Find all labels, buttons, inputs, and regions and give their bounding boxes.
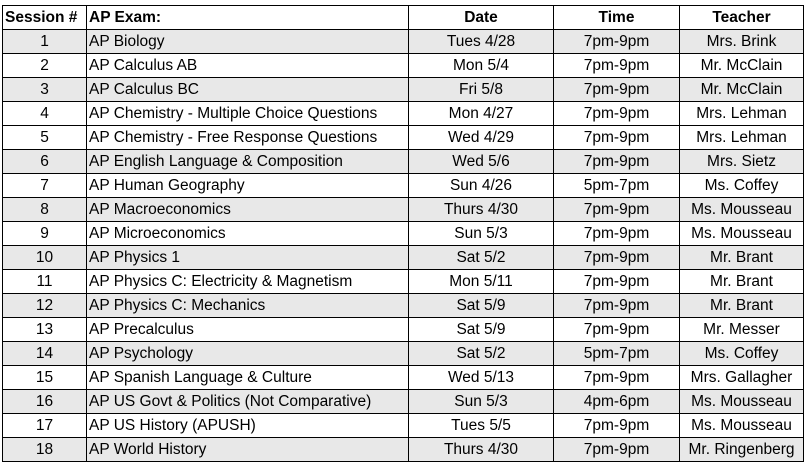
cell-teacher: Mrs. Lehman (680, 102, 804, 126)
cell-date: Fri 5/8 (409, 78, 554, 102)
cell-date: Thurs 4/30 (409, 198, 554, 222)
cell-teacher: Mrs. Gallagher (680, 366, 804, 390)
cell-teacher: Mrs. Sietz (680, 150, 804, 174)
cell-session: 16 (3, 390, 87, 414)
cell-date: Sat 5/9 (409, 318, 554, 342)
header-exam: AP Exam: (87, 6, 409, 30)
header-date: Date (409, 6, 554, 30)
cell-teacher: Mr. Brant (680, 294, 804, 318)
cell-teacher: Mr. Messer (680, 318, 804, 342)
table-row (3, 246, 804, 270)
cell-time: 7pm-9pm (554, 366, 680, 390)
header-teacher: Teacher (680, 6, 804, 30)
cell-exam: AP Macroeconomics (87, 198, 409, 222)
table-row (3, 366, 804, 390)
table-row (3, 414, 804, 438)
cell-date: Sun 5/3 (409, 222, 554, 246)
cell-session: 17 (3, 414, 87, 438)
cell-session: 11 (3, 270, 87, 294)
cell-exam: AP Calculus BC (87, 78, 409, 102)
cell-time: 7pm-9pm (554, 198, 680, 222)
cell-exam: AP Chemistry - Free Response Questions (87, 126, 409, 150)
cell-time: 5pm-7pm (554, 174, 680, 198)
cell-date: Mon 5/11 (409, 270, 554, 294)
cell-teacher: Ms. Mousseau (680, 414, 804, 438)
cell-time: 4pm-6pm (554, 390, 680, 414)
table-row (3, 294, 804, 318)
cell-session: 10 (3, 246, 87, 270)
cell-time: 7pm-9pm (554, 246, 680, 270)
cell-exam: AP Spanish Language & Culture (87, 366, 409, 390)
cell-date: Thurs 4/30 (409, 438, 554, 462)
cell-teacher: Mr. McClain (680, 78, 804, 102)
cell-time: 7pm-9pm (554, 294, 680, 318)
cell-exam: AP Physics C: Electricity & Magnetism (87, 270, 409, 294)
cell-date: Tues 5/5 (409, 414, 554, 438)
cell-teacher: Mr. Brant (680, 270, 804, 294)
table-row (3, 78, 804, 102)
cell-time: 7pm-9pm (554, 222, 680, 246)
cell-time: 7pm-9pm (554, 270, 680, 294)
cell-teacher: Ms. Mousseau (680, 222, 804, 246)
cell-exam: AP Physics 1 (87, 246, 409, 270)
cell-time: 7pm-9pm (554, 30, 680, 54)
cell-exam: AP Chemistry - Multiple Choice Questions (87, 102, 409, 126)
cell-exam: AP Microeconomics (87, 222, 409, 246)
cell-teacher: Ms. Coffey (680, 342, 804, 366)
header-time: Time (554, 6, 680, 30)
cell-date: Wed 5/6 (409, 150, 554, 174)
cell-exam: AP Calculus AB (87, 54, 409, 78)
cell-exam: AP World History (87, 438, 409, 462)
cell-time: 7pm-9pm (554, 126, 680, 150)
cell-session: 18 (3, 438, 87, 462)
table-row (3, 126, 804, 150)
cell-exam: AP US History (APUSH) (87, 414, 409, 438)
ap-review-schedule-table (2, 5, 804, 462)
table-row (3, 102, 804, 126)
header-row (3, 6, 804, 30)
cell-session: 4 (3, 102, 87, 126)
cell-teacher: Mr. Ringenberg (680, 438, 804, 462)
cell-exam: AP Precalculus (87, 318, 409, 342)
cell-date: Tues 4/28 (409, 30, 554, 54)
cell-exam: AP English Language & Composition (87, 150, 409, 174)
table-row (3, 150, 804, 174)
cell-session: 3 (3, 78, 87, 102)
cell-session: 6 (3, 150, 87, 174)
cell-date: Sat 5/9 (409, 294, 554, 318)
cell-time: 7pm-9pm (554, 54, 680, 78)
cell-time: 7pm-9pm (554, 414, 680, 438)
table-body (3, 30, 804, 462)
cell-session: 15 (3, 366, 87, 390)
cell-exam: AP US Govt & Politics (Not Comparative) (87, 390, 409, 414)
cell-date: Sun 4/26 (409, 174, 554, 198)
table-row (3, 222, 804, 246)
cell-time: 7pm-9pm (554, 318, 680, 342)
cell-teacher: Mr. McClain (680, 54, 804, 78)
cell-date: Sun 5/3 (409, 390, 554, 414)
cell-time: 7pm-9pm (554, 102, 680, 126)
cell-date: Sat 5/2 (409, 246, 554, 270)
cell-session: 2 (3, 54, 87, 78)
cell-date: Mon 4/27 (409, 102, 554, 126)
cell-teacher: Mrs. Brink (680, 30, 804, 54)
cell-exam: AP Human Geography (87, 174, 409, 198)
cell-time: 7pm-9pm (554, 78, 680, 102)
table-row (3, 198, 804, 222)
cell-teacher: Ms. Mousseau (680, 198, 804, 222)
cell-exam: AP Physics C: Mechanics (87, 294, 409, 318)
table-row (3, 54, 804, 78)
cell-date: Wed 5/13 (409, 366, 554, 390)
cell-exam: AP Biology (87, 30, 409, 54)
cell-session: 9 (3, 222, 87, 246)
table-row (3, 174, 804, 198)
cell-session: 13 (3, 318, 87, 342)
cell-time: 7pm-9pm (554, 150, 680, 174)
table-row (3, 390, 804, 414)
cell-session: 14 (3, 342, 87, 366)
header-session: Session # (3, 6, 87, 30)
cell-date: Mon 5/4 (409, 54, 554, 78)
cell-time: 5pm-7pm (554, 342, 680, 366)
cell-session: 7 (3, 174, 87, 198)
cell-session: 1 (3, 30, 87, 54)
table-row (3, 438, 804, 462)
cell-teacher: Ms. Mousseau (680, 390, 804, 414)
cell-session: 5 (3, 126, 87, 150)
cell-date: Wed 4/29 (409, 126, 554, 150)
table-row (3, 342, 804, 366)
cell-teacher: Mrs. Lehman (680, 126, 804, 150)
table-row (3, 30, 804, 54)
cell-time: 7pm-9pm (554, 438, 680, 462)
cell-teacher: Mr. Brant (680, 246, 804, 270)
table-row (3, 318, 804, 342)
cell-date: Sat 5/2 (409, 342, 554, 366)
cell-teacher: Ms. Coffey (680, 174, 804, 198)
cell-session: 8 (3, 198, 87, 222)
table-row (3, 270, 804, 294)
cell-session: 12 (3, 294, 87, 318)
cell-exam: AP Psychology (87, 342, 409, 366)
